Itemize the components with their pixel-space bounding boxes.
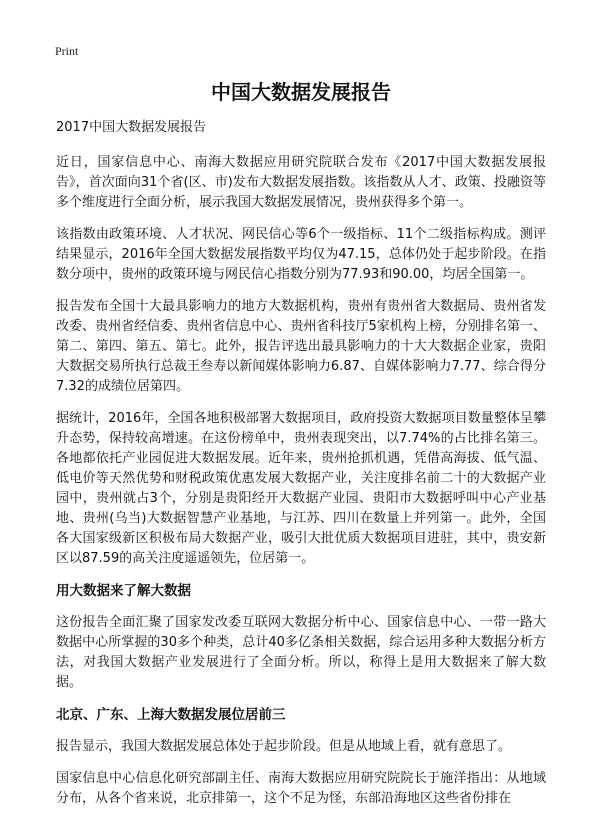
- paragraph: 国家信息中心信息化研究部副主任、南海大数据应用研究院院长于施洋指出：从地域分布，从各个省来说，北京排第一，这个不足为怪，东部沿海地区这些省份排在: [56, 771, 546, 806]
- paragraph: 近日，国家信息中心、南海大数据应用研究院联合发布《2017中国大数据发展报告》，首次面向31个省(区、市)发布大数据发展指数。该指数从人才、政策、投融资等多个维度进行全面分析，展示我国大数据发展情况，贵州获得多个第一。: [56, 155, 546, 210]
- article-subtitle: 2017中国大数据发展报告: [56, 120, 207, 135]
- paragraph: 这份报告全面汇聚了国家发改委互联网大数据分析中心、国家信息中心、一带一路大数据中心所掌握的30多个种类，总计40多亿条相关数据，综合运用多种大数据分析方法，对我国大数据产业发展进行了全面分析。所以，称得上是用大数据来了解大数据。: [56, 615, 546, 690]
- print-link[interactable]: Print: [55, 44, 79, 58]
- article: [56, 78, 546, 821]
- section-heading: 用大数据来了解大数据: [56, 583, 191, 599]
- page-title: 中国大数据发展报告: [211, 80, 391, 104]
- section-heading: 北京、广东、上海大数据发展位居前三: [56, 707, 286, 723]
- paragraph: 该指数由政策环境、人才状况、网民信心等6个一级指标、11个二级指标构成。测评结果显示，2016年全国大数据发展指数平均仅为47.15，总体仍处于起步阶段。在指数分项中，贵州的政策环境与网民信心指数分别为77.93和90.00，均居全国第一。: [56, 227, 546, 282]
- paragraph: 报告发布全国十大最具影响力的地方大数据机构，贵州有贵州省大数据局、贵州省发改委、贵州省经信委、贵州省信息中心、贵州省科技厅5家机构上榜，分别排名第一、第二、第四、第五、第七。此外，报告评选出最具影响力的十大大数据企业家，贵阳大数据交易所执行总裁王叁寿以新闻媒体影响力6.87、自媒体影响力7.77、综合得分7.32的成绩位居第四。: [56, 299, 546, 394]
- paragraph: 据统计，2016年，全国各地积极部署大数据项目，政府投资大数据项目数量整体呈攀升态势，保持较高增速。在这份榜单中，贵州表现突出，以7.74%的占比排名第三。各地都依托产业园促进大数据发展。近年来，贵州抢抓机遇，凭借高海拔、低气温、低电价等天然优势和财税政策优惠发展大数据产业，关注度排名前二十的大数据产业园中，贵州就占3个，分别是贵阳经开大数据产业园、贵阳市大数据呼叫中心产业基地、贵州(乌当)大数据智慧产业基地，与江苏、四川在数量上并列第一。此外，全国各大国家级新区积极布局大数据产业，吸引大批优质大数据项目进驻，其中，贵安新区以87.59的高关注度遥遥领先，位居第一。: [56, 411, 546, 566]
- paragraph: 报告显示，我国大数据发展总体处于起步阶段。但是从地域上看，就有意思了。: [56, 739, 512, 754]
